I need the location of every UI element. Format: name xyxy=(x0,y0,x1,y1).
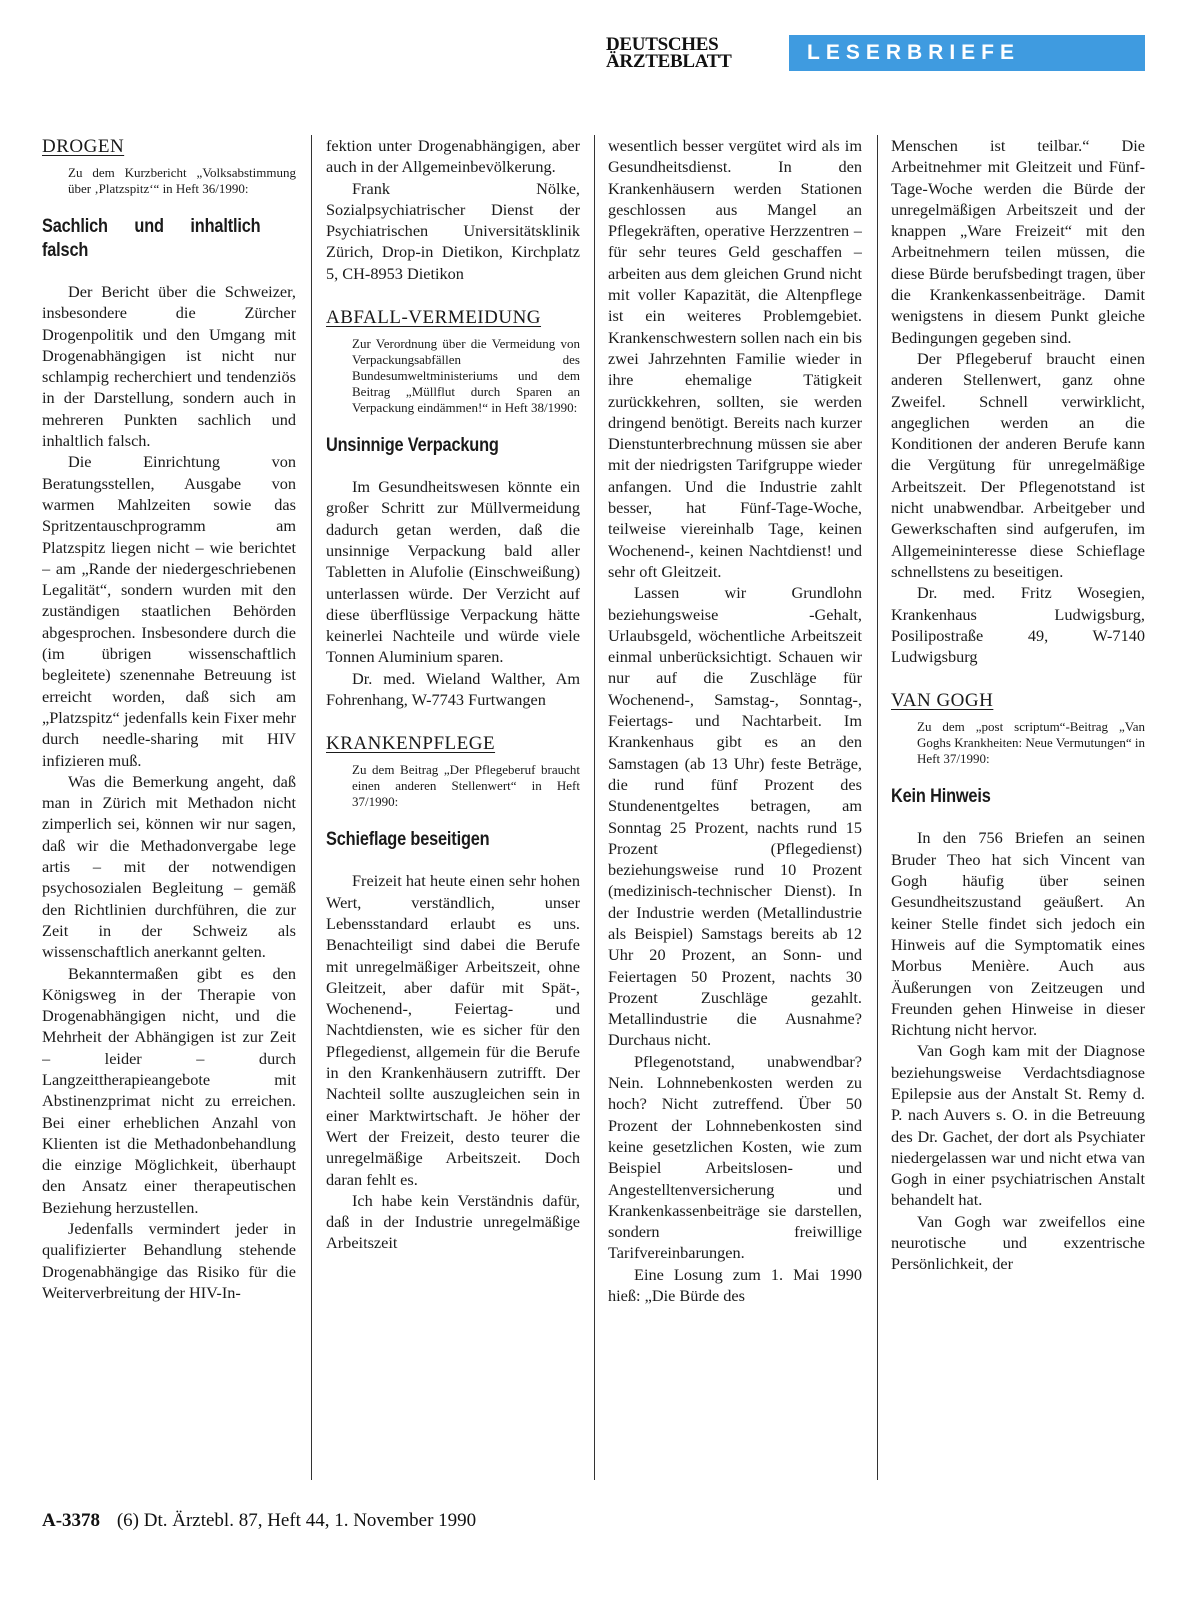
body-paragraph: Van Gogh war zweifellos eine neurotische und exzentrische Persönlichkeit, der xyxy=(891,1211,1145,1274)
body-paragraph: Lassen wir Grundlohn beziehungsweise -Gehalt, Urlaubsgeld, wöchentliche Arbeitszeit einmal unberücksichtigt. Schauen wir nur auf die Zuschläge für Wochenend-, Samstag-, Sonntag-, Feiertags- und Nachtarbeit. Im Krankenhaus gibt es an den Samstagen (ab 13 Uhr) feste Beträge, die rund fünf Prozent des Stundenentgeltes betragen, am Sonntag 25 Prozent, nachts rund 15 Prozent (Pflegedienst) beziehungsweise rund 10 Prozent (medizinisch-technischer Dienst). In der Industrie werden (Metallindustrie als Beispiel) Samstags bereits ab 12 Uhr 20 Prozent, an Sonn- und Feiertagen 50 Prozent, nachts 30 Prozent Zuschläge gezahlt. Metallindustrie die Ausnahme? Durchaus nicht. xyxy=(608,583,862,1050)
column-3 xyxy=(608,135,862,1535)
column-divider xyxy=(877,135,878,1480)
body-paragraph: Pflegenotstand, unabwendbar? Nein. Lohnnebenkosten werden zu hoch? Nicht zutreffend. Über 50 Prozent der Lohnnebenkosten sind keine gesetzlichen Kosten, wie zum Beispiel Arbeitslosen- und Angestelltenversicherung und Krankenkassenbeiträge sie darstellen, sondern freiwillige Tarifvereinbarungen. xyxy=(608,1051,862,1263)
section-banner: LESERBRIEFE xyxy=(789,35,1145,71)
column-2 xyxy=(326,135,580,1535)
body-paragraph: Freizeit hat heute einen sehr hohen Wert, verständlich, unser Lebensstandard erlaubt es uns. Benachteiligt sind dabei die Berufe mit unregelmäßiger Arbeitszeit, ohne Gleitzeit, aber dafür mit Spät-, Wochenend-, Feiertag- und Nachtdiensten, wie es sicher für den Pflegedienst, allgemein für die Berufe in den Krankenhäusern zutrifft. Der Nachteil sollte auszugleichen sein in einer Marktwirtschaft. Je höher der Wert der Freizeit, desto teurer die unregelmäßige Arbeitszeit. Doch daran fehlt es. xyxy=(326,871,580,1189)
column-4 xyxy=(891,135,1145,1535)
page-footer xyxy=(42,1510,476,1532)
letter-signature: Dr. med. Wieland Walther, Am Fohrenhang, W-7743 Furtwangen xyxy=(326,668,580,710)
section-title: VAN GOGH xyxy=(891,690,994,712)
body-paragraph: Ich habe kein Verständnis dafür, daß in der Industrie unregelmäßige Arbeitszeit xyxy=(326,1190,580,1253)
article-columns xyxy=(42,135,1145,1535)
spacer xyxy=(326,284,580,306)
article-reference: Zu dem „post scriptum“-Beitrag „Van Goghs Krankheiten: Neue Vermutungen“ in Heft 37/1990: xyxy=(917,719,1145,767)
page-number: A-3378 xyxy=(42,1510,101,1531)
continued-paragraph: wesentlich besser vergütet wird als im Gesundheitsdienst. In den Krankenhäusern werden Stationen geschlossen aus Mangel an Pflegekräften, operative Herzzentren – für sehr teures Geld geschaffen – arbeiten aus dem gleichen Grund nicht mit voller Kapazität, die Altenpflege ist ein weiteres Problemgebiet. Krankenschwestern sollen nach ein bis zwei Jahrzehnten Familie wieder in ihre ehemalige Tätigkeit zurückkehren, sollten, sie werden dringend benötigt. Bereits nach kurzer Dienstunterbrechnung müssen sie aber mit der niedrigsten Tarifgruppe wieder anfangen. Und die Industrie zahlt besser, hat Fünf-Tage-Woche, teilweise viereinhalb Tage, keinen Wochenend-, keinen Nachtdienst! und sehr oft Gleitzeit. xyxy=(608,136,862,581)
body-paragraph: Der Pflegeberuf braucht einen anderen Stellenwert, ganz ohne Zweifel. Schnell verwirklicht, angeglichen werden an die Konditionen der anderen Berufe kann die Vergütung für unregelmäßige Arbeitszeit. Der Pflegenotstand ist nicht unabwendbar. Arbeitgeber und Gewerkschaften sind aufgerufen, im Allgemeininteresse diese Schieflage schnellstens zu beseitigen. xyxy=(891,348,1145,581)
continued-paragraph: fektion unter Drogenabhängigen, aber auch in der Allgemeinbevölkerung. xyxy=(326,136,580,177)
body-paragraph: Im Gesundheitswesen könnte ein großer Schritt zur Müllvermeidung dadurch getan werden, daß die unsinnige Verpackung bald aller Tabletten in Alufolie (Einschweißung) unterlassen würde. Der Verzicht auf diese überflüssige Verpackung hätte keinerlei Nachteile und würde viele Tonnen Aluminium sparen. xyxy=(326,477,580,667)
masthead-line-1: DEUTSCHES xyxy=(606,34,719,55)
journal-citation: (6) Dt. Ärztebl. 87, Heft 44, 1. November 1990 xyxy=(116,1510,477,1531)
body-paragraph: Bekanntermaßen gibt es den Königsweg in der Therapie von Drogenabhängigen nicht, und die Mehrheit der Abhängigen ist zur Zeit – leider – durch Langzeittherapieangebote mit Abstinenzprimat nicht zu erreichen. Bei einer erheblichen Anzahl von Klienten ist die Methadonbehandlung die einzige Möglichkeit, überhaupt den Ansatz einer therapeutischen Beziehung herzustellen. xyxy=(42,963,296,1217)
spacer xyxy=(891,667,1145,689)
letter-headline: Sachlich und inhaltlich falsch xyxy=(42,216,261,261)
letter-signature: Dr. med. Fritz Wosegien, Krankenhaus Ludwigsburg, Posilipostraße 49, W-7140 Ludwigsburg xyxy=(891,583,1145,667)
masthead-logo xyxy=(606,36,731,70)
article-reference: Zu dem Kurzbericht „Volksabstimmung über ‚Platzspitz‘“ in Heft 36/1990: xyxy=(68,165,296,196)
section-title: KRANKENPFLEGE xyxy=(326,733,496,755)
body-paragraph: Die Einrichtung von Beratungsstellen, Ausgabe von warmen Mahlzeiten sowie das Spritzentauschprogramm am Platzspitz liegen nicht – wie berichtet – am „Rande der niedergeschriebenen Legalität“, sondern wurden mit den zuständigen staatlichen Behörden abgesprochen. Insbesondere durch die (im übrigen wissenschaftlich begleitete) szenennahe Betreuung ist erreicht worden, daß sich am „Platzspitz“ jedenfalls kein Fixer mehr durch needle-sharing mit HIV infizieren muß. xyxy=(42,452,296,770)
column-divider xyxy=(311,135,312,1480)
body-paragraph: Der Bericht über die Schweizer, insbesondere die Zürcher Drogenpolitik und den Umgang mit Drogenabhängigen ist nicht nur schlampig recherchiert und tendenziös in der Darstellung, sondern auch in mehreren Punkten sachlich und inhaltlich falsch. xyxy=(42,282,296,451)
masthead-line-2: ÄRZTEBLATT xyxy=(606,51,732,72)
continued-paragraph: Menschen ist teilbar.“ Die Arbeitnehmer mit Gleitzeit und Fünf-Tage-Woche werden die Bürde der unregelmäßigen Arbeitszeit und der knappen „Ware Freizeit“ mit den Arbeitnehmern teilen müssen, die diese Bürde berufsbedingt tragen, über die Krankenkassenbeiträge. Damit wenigstens in diesem Punkt gleiche Bedingungen gegeben sind. xyxy=(891,136,1145,347)
body-paragraph: Van Gogh kam mit der Diagnose beziehungsweise Verdachtsdiagnose Epilepsie aus der Anstalt St. Remy d. P. nach Auvers s. O. in die Betreuung des Dr. Gachet, der dort als Psychiater niedergelassen war und nicht etwa van Gogh in einer psychiatrischen Anstalt behandelt hat. xyxy=(891,1041,1145,1210)
article-reference: Zu dem Beitrag „Der Pflegeberuf braucht einen anderen Stellenwert“ in Heft 37/1990: xyxy=(352,762,580,810)
spacer xyxy=(326,710,580,732)
body-paragraph: Was die Bemerkung angeht, daß man in Zürich mit Methadon nicht zimperlich sei, können wir nur sagen, daß wir die Methadonvergabe lege artis – mit der notwendigen psychosozialen Begleitung – gemäß den Richtlinien durchführen, die zur Zeit in der Schweiz als wissenschaftlich anerkannt gelten. xyxy=(42,771,296,962)
body-paragraph: Jedenfalls vermindert jeder in qualifizierter Behandlung stehende Drogenabhängige das Risiko für die Weiterverbreitung der HIV-In- xyxy=(42,1219,296,1302)
letter-signature: Frank Nölke, Sozialpsychiatrischer Dienst der Psychiatrischen Universitätsklinik Zürich, Drop-in Dietikon, Kirchplatz 5, CH-8953 Dietikon xyxy=(326,178,580,283)
letter-headline: Unsinnige Verpackung xyxy=(326,435,499,457)
letter-headline: Kein Hinweis xyxy=(891,786,991,808)
column-1 xyxy=(42,135,296,1535)
body-paragraph: In den 756 Briefen an seinen Bruder Theo hat sich Vincent van Gogh häufig über seinen Gesundheitszustand geäußert. An keiner Stelle findet sich jedoch ein Hinweis auf die Symptomatik eines Morbus Menière. Auch aus Äußerungen von Zeitzeugen und Freunden gehen Hinweise in dieser Richtung nicht hervor. xyxy=(891,828,1145,1040)
article-reference: Zur Verordnung über die Vermeidung von Verpackungsabfällen des Bundesumweltministeriums und dem Beitrag „Müllflut durch Sparen an Verpackung eindämmen!“ in Heft 38/1990: xyxy=(352,336,580,416)
body-paragraph: Eine Losung zum 1. Mai 1990 hieß: „Die Bürde des xyxy=(608,1264,862,1306)
section-title: DROGEN xyxy=(42,136,125,157)
section-title: ABFALL-VERMEIDUNG xyxy=(326,307,542,329)
letter-headline: Schieflage beseitigen xyxy=(326,829,490,851)
column-divider xyxy=(594,135,595,1480)
